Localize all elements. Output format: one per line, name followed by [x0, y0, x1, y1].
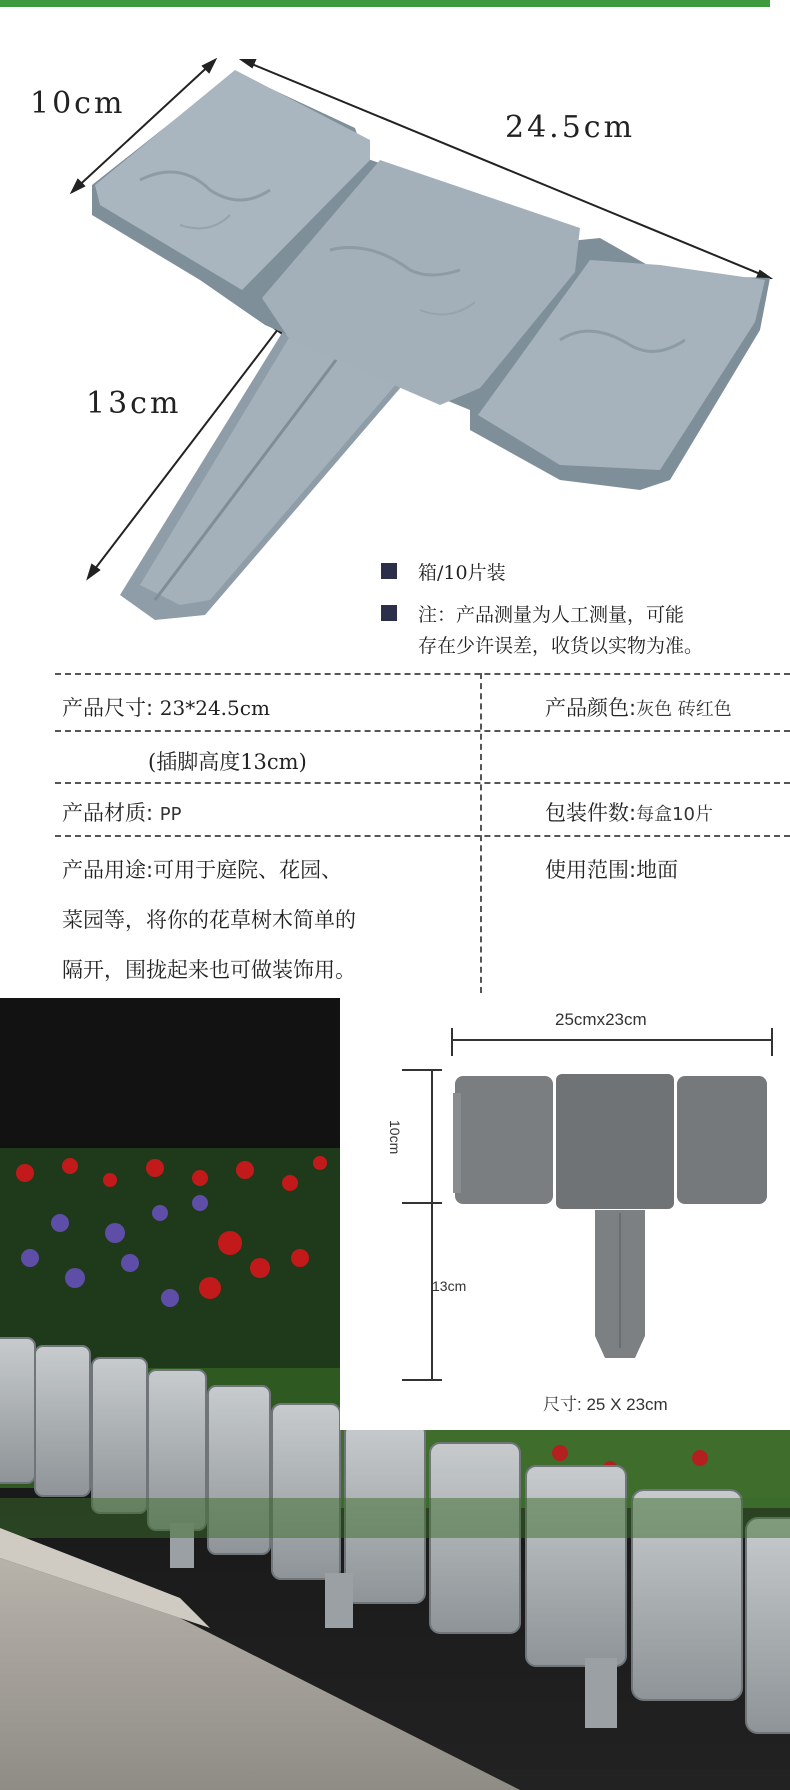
usage-value-line-3: 隔开，围拢起来也可做装饰用。 — [62, 958, 356, 982]
length-dimension-label: 24.5cm — [505, 110, 636, 145]
pack-row — [545, 797, 713, 827]
disclaimer-line-1: 注：产品测量为人工测量，可能 — [418, 604, 685, 626]
color-value: 灰色 砖红色 — [636, 699, 732, 720]
usage-value-line-1: 可用于庭院、花园、 — [153, 858, 343, 882]
inset-width-label: 25cmx23cm — [555, 1010, 647, 1029]
top-accent-bar — [0, 0, 770, 7]
inset-height-label: 10cm — [387, 1120, 403, 1155]
scope-row — [545, 845, 678, 895]
scope-label: 使用范围: — [545, 858, 637, 882]
edging-plank-shape — [92, 70, 770, 490]
table-divider — [55, 673, 790, 675]
table-divider — [55, 782, 790, 784]
usage-value-line-2: 菜园等，将你的花草树木简单的 — [62, 908, 356, 932]
size-value: 23*24.5cm — [159, 696, 270, 720]
bullet-icon — [381, 563, 397, 579]
material-label: 产品材质: — [62, 801, 154, 825]
size-label: 产品尺寸: — [62, 696, 154, 720]
inset-drawing — [340, 998, 790, 1430]
table-divider — [55, 730, 790, 732]
usage-row — [62, 845, 356, 995]
disclaimer-line-2: 存在少许误差，收货以实物为准。 — [418, 635, 704, 657]
pack-note: 箱/10片装 — [418, 562, 506, 584]
table-column-divider — [480, 673, 482, 993]
inset-plank-shape — [453, 1074, 767, 1358]
color-row — [545, 692, 790, 722]
color-label: 产品颜色: — [545, 696, 637, 720]
stake-height-note: (插脚高度13cm) — [148, 750, 307, 774]
width-dimension-label: 10cm — [30, 86, 126, 121]
stake-dimension-label: 13cm — [86, 386, 182, 421]
inset-caption: 尺寸: 25 X 23cm — [543, 1395, 668, 1414]
material-row — [62, 797, 181, 827]
scope-value: 地面 — [636, 858, 679, 882]
pack-value: 每盒10片 — [636, 804, 713, 825]
inset-stake-label: 13cm — [432, 1278, 467, 1294]
pack-label: 包装件数: — [545, 801, 637, 825]
material-value: PP — [159, 804, 182, 825]
table-divider — [55, 835, 790, 837]
size-row — [62, 692, 270, 722]
bullet-icon — [381, 605, 397, 621]
usage-label: 产品用途: — [62, 858, 154, 882]
